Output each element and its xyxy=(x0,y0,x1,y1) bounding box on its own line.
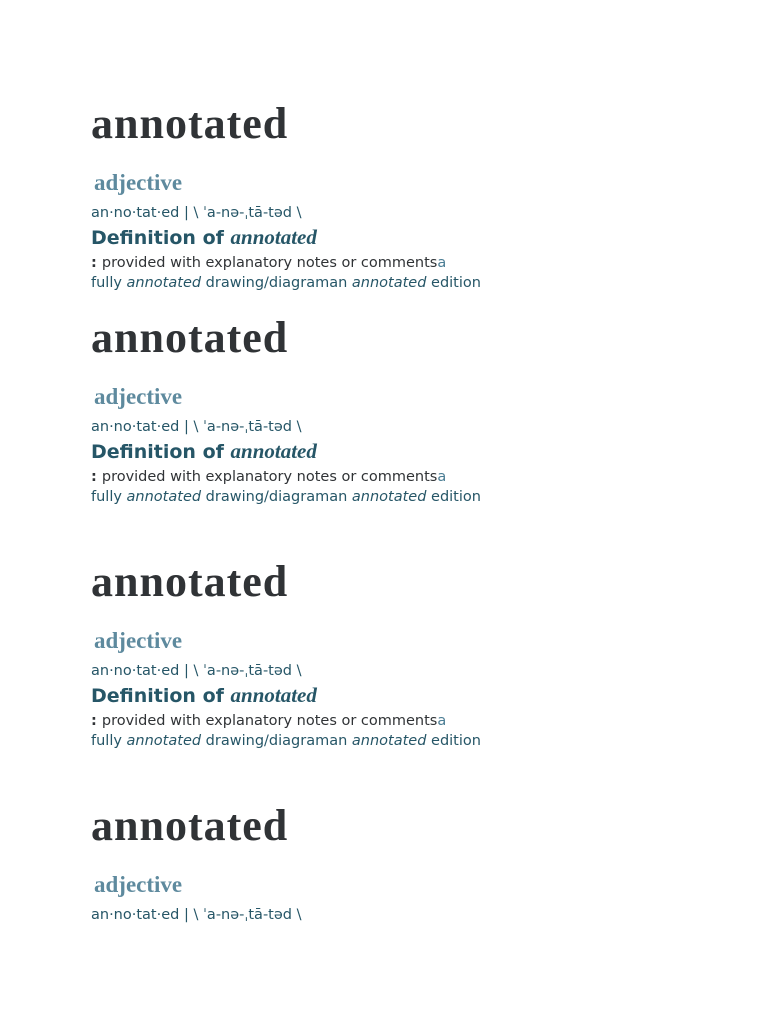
usage-examples xyxy=(91,488,481,506)
example-keyword: annotated xyxy=(126,733,202,749)
definition-heading-lead: Definition of xyxy=(91,227,231,249)
example-text: edition xyxy=(426,733,481,749)
example-text: drawing/diagram xyxy=(201,489,330,505)
example-text: drawing/diagram xyxy=(201,275,330,291)
pronunciation: an·no·tat·ed | \ ˈa-nə-ˌtā-təd \ xyxy=(91,419,302,435)
example-keyword: annotated xyxy=(351,489,427,505)
usage-examples xyxy=(91,732,481,750)
example-text: edition xyxy=(426,275,481,291)
definition-heading-lead: Definition of xyxy=(91,685,231,707)
sense-trailing: a xyxy=(437,255,447,271)
example-text: an xyxy=(329,275,352,291)
example-text: an xyxy=(329,489,352,505)
sense-text: provided with explanatory notes or comments xyxy=(101,713,438,729)
part-of-speech: adjective xyxy=(94,170,183,195)
headword: annotated xyxy=(91,801,289,850)
sense-colon: : xyxy=(91,469,102,485)
example-keyword: annotated xyxy=(351,733,427,749)
definition-heading xyxy=(91,683,317,710)
sense-colon: : xyxy=(91,255,102,271)
example-text: fully xyxy=(91,733,127,749)
definition-heading-word: annotated xyxy=(230,439,317,463)
example-text: fully xyxy=(91,275,127,291)
sense-text: provided with explanatory notes or comments xyxy=(101,469,438,485)
definition-heading-lead: Definition of xyxy=(91,441,231,463)
example-text: edition xyxy=(426,489,481,505)
definition-sense xyxy=(91,712,446,730)
definition-heading-word: annotated xyxy=(230,683,317,707)
pronunciation: an·no·tat·ed | \ ˈa-nə-ˌtā-təd \ xyxy=(91,205,302,221)
definition-sense xyxy=(91,468,446,486)
sense-trailing: a xyxy=(437,713,447,729)
definition-heading xyxy=(91,439,317,466)
definition-heading-word: annotated xyxy=(230,225,317,249)
sense-colon: : xyxy=(91,713,102,729)
example-keyword: annotated xyxy=(126,275,202,291)
example-text: drawing/diagram xyxy=(201,733,330,749)
definition-heading xyxy=(91,225,317,252)
definition-sense xyxy=(91,254,446,272)
headword: annotated xyxy=(91,557,289,606)
part-of-speech: adjective xyxy=(94,384,183,409)
example-text: fully xyxy=(91,489,127,505)
headword: annotated xyxy=(91,313,289,362)
sense-trailing: a xyxy=(437,469,447,485)
part-of-speech: adjective xyxy=(94,872,183,897)
pronunciation: an·no·tat·ed | \ ˈa-nə-ˌtā-təd \ xyxy=(91,907,302,923)
sense-text: provided with explanatory notes or comments xyxy=(101,255,438,271)
headword: annotated xyxy=(91,99,289,148)
example-keyword: annotated xyxy=(126,489,202,505)
pronunciation: an·no·tat·ed | \ ˈa-nə-ˌtā-təd \ xyxy=(91,663,302,679)
usage-examples xyxy=(91,274,481,292)
example-text: an xyxy=(329,733,352,749)
part-of-speech: adjective xyxy=(94,628,183,653)
example-keyword: annotated xyxy=(351,275,427,291)
